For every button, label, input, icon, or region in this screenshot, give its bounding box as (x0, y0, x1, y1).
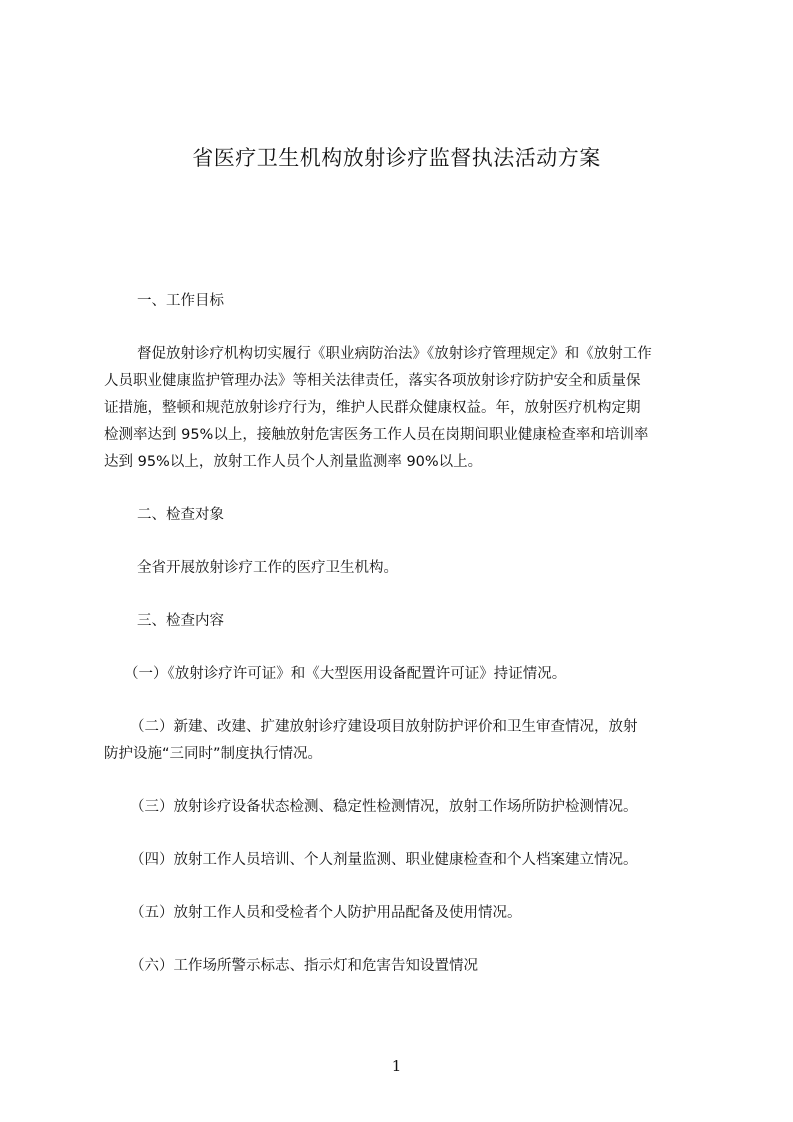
page-number: 1 (391, 1057, 402, 1075)
paragraph-line: 督促放射诊疗机构切实履行《职业病防治法》《放射诊疗管理规定》和《放射工作 (137, 346, 652, 362)
paragraph-line: 检测率达到 95%以上，接触放射危害医务工作人员在岗期间职业健康检查率和培训率 (104, 427, 649, 443)
paragraph-line: 人员职业健康监护管理办法》等相关法律责任，落实各项放射诊疗防护安全和质量保 (104, 373, 641, 389)
paragraph-line: 证措施，整顿和规范放射诊疗行为，维护人民群众健康权益。年，放射医疗机构定期 (104, 400, 641, 416)
list-item: （三）放射诊疗设备状态检测、稳定性检测情况，放射工作场所防护检测情况。 (130, 799, 638, 815)
paragraph-line: 达到 95%以上，放射工作人员个人剂量监测率 90%以上。 (104, 454, 483, 470)
section-heading-targets: 二、检查对象 (137, 507, 224, 523)
list-item: （一）《放射诊疗许可证》和《大型医用设备配置许可证》持证情况。 (124, 666, 567, 682)
paragraph-line: 全省开展放射诊疗工作的医疗卫生机构。 (137, 560, 398, 576)
list-item: （四）放射工作人员培训、个人剂量监测、职业健康检查和个人档案建立情况。 (130, 852, 638, 868)
section-heading-goals: 一、工作目标 (137, 293, 224, 309)
list-item: （二）新建、改建、扩建放射诊疗建设项目放射防护评价和卫生审查情况，放射 (130, 719, 638, 735)
document-title: 省医疗卫生机构放射诊疗监督执法活动方案 (192, 146, 601, 170)
list-item-continuation: 防护设施“三同时”制度执行情况。 (104, 746, 323, 762)
list-item: （五）放射工作人员和受检者个人防护用品配备及使用情况。 (130, 905, 522, 921)
list-item: （六）工作场所警示标志、指示灯和危害告知设置情况 (130, 958, 478, 974)
section-heading-content: 三、检查内容 (137, 613, 224, 629)
